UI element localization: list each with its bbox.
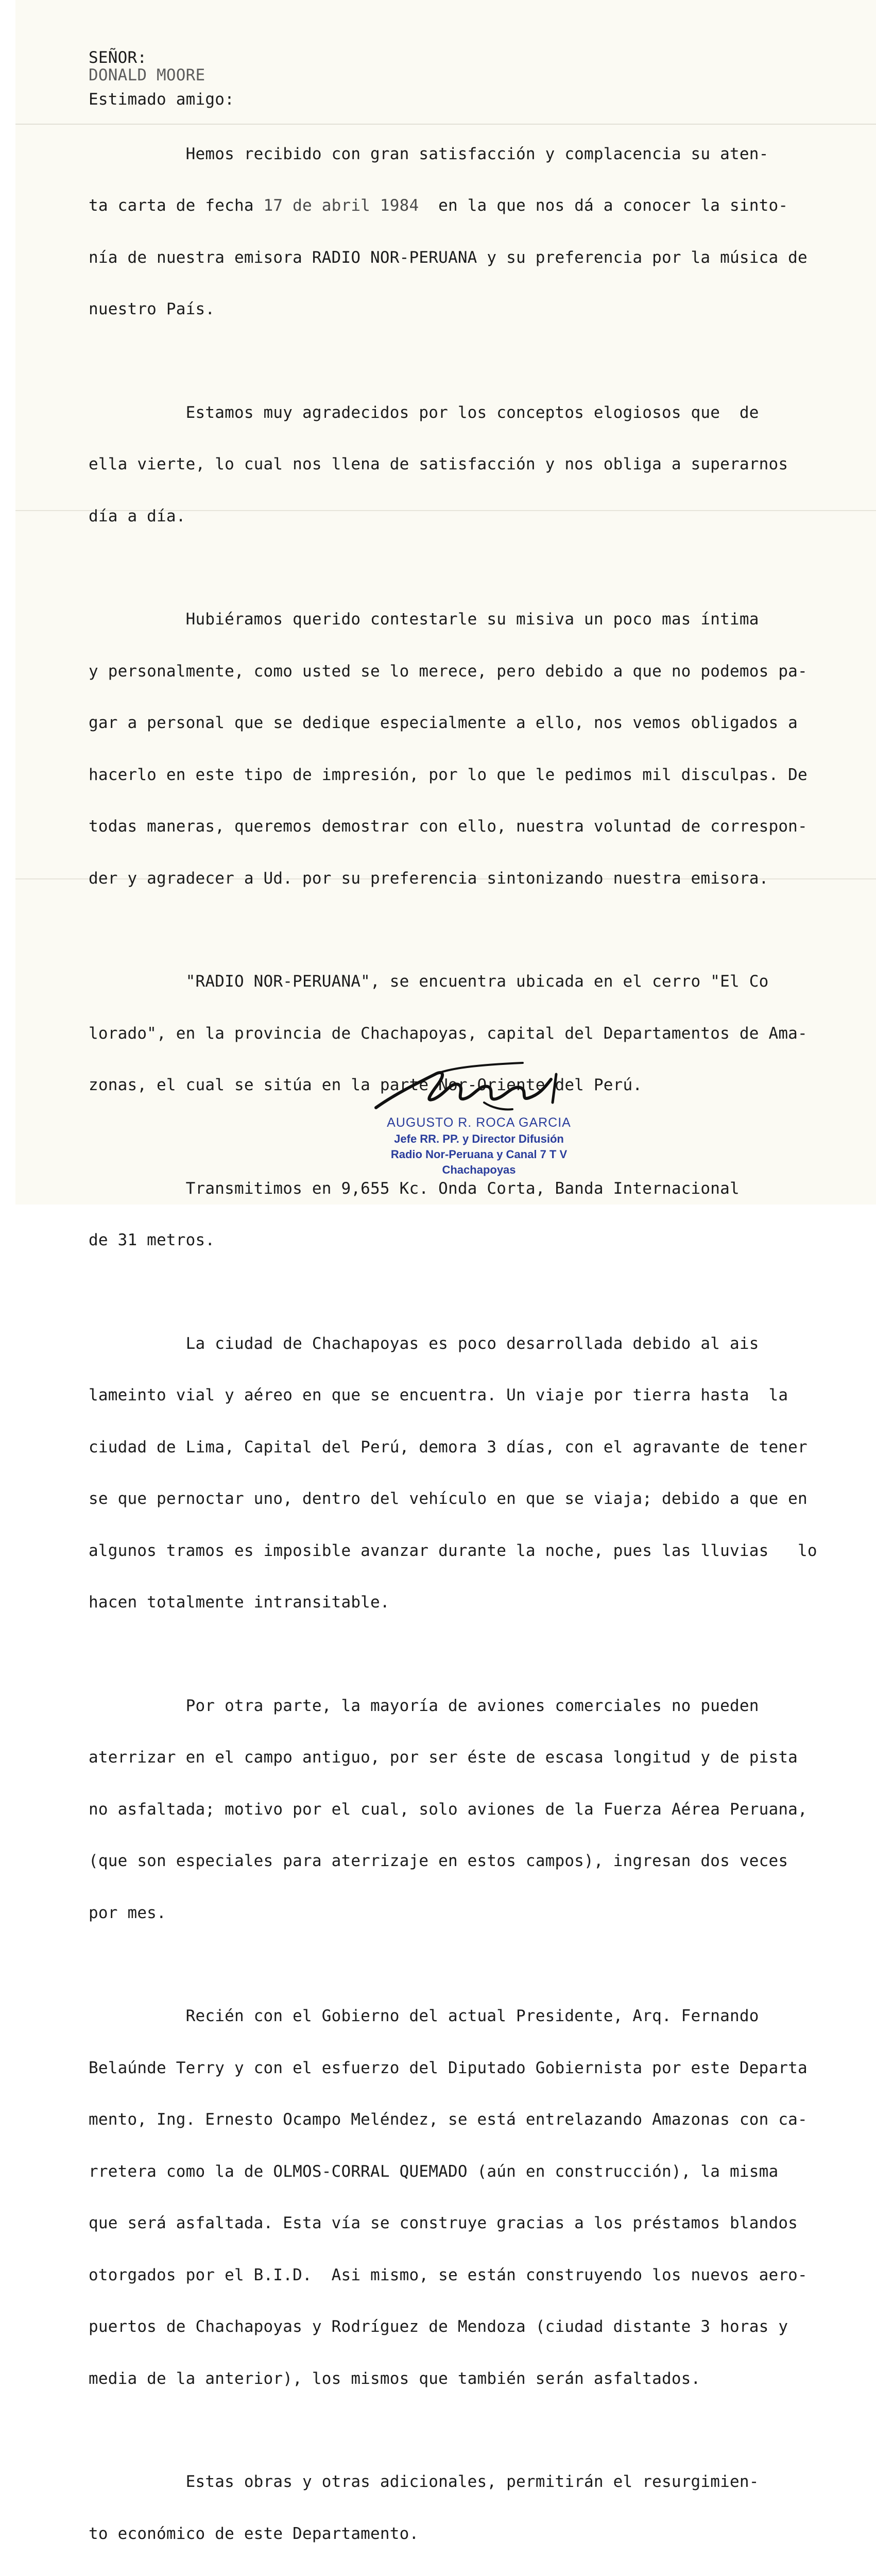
recipient-name: DONALD MOORE	[89, 65, 205, 84]
paragraph-line: y personalmente, como usted se lo merece, pero debido a que no podemos pa-	[89, 662, 808, 681]
paragraph-line: todas maneras, queremos demostrar con ello, nuestra voluntad de correspon-	[89, 817, 808, 836]
handwritten-signature	[373, 1054, 590, 1126]
paragraph-line: gar a personal que se dedique especialmente a ello, nos vemos obligados a	[89, 714, 798, 732]
recipient-block	[89, 49, 851, 109]
paragraph-line: to económico de este Departamento.	[89, 2524, 419, 2543]
paragraph-line: nía de nuestra emisora RADIO NOR-PERUANA y su preferencia por la música de	[89, 248, 808, 267]
paragraph-line: puertos de Chachapoyas y Rodríguez de Mendoza (ciudad distante 3 horas y	[89, 2317, 788, 2336]
paragraph-line: aterrizar en el campo antiguo, por ser éste de escasa longitud y de pista	[89, 1748, 798, 1767]
paragraph-line: Estamos muy agradecidos por los conceptos elogiosos que de	[89, 403, 759, 422]
paragraph-line: Belaúnde Terry y con el esfuerzo del Diputado Gobiernista por este Departa	[89, 2058, 808, 2077]
paragraph-line: Por otra parte, la mayoría de aviones comerciales no pueden	[89, 1696, 759, 1715]
paragraph-line: zonas, el cual se sitúa en la parte Nor-Oriente del Perú.	[89, 1076, 643, 1094]
paragraph-line: hacerlo en este tipo de impresión, por lo que le pedimos mil disculpas. De	[89, 765, 808, 784]
paragraph-9	[89, 2439, 851, 2576]
greeting: Estimado amigo:	[89, 90, 234, 109]
letter-body	[89, 49, 851, 2576]
paragraph-line: se que pernoctar uno, dentro del vehículo en que se viaja; debido a que en	[89, 1489, 808, 1508]
paragraph-line: ella vierte, lo cual nos llena de satisfacción y nos obliga a superarnos	[89, 455, 788, 473]
paragraph-line: der y agradecer a Ud. por su preferencia sintonizando nuestra emisora.	[89, 869, 769, 888]
paragraph-line: otorgados por el B.I.D. Asi mismo, se están construyendo los nuevos aero-	[89, 2265, 808, 2284]
paragraph-2	[89, 370, 851, 560]
paragraph-line: día a día.	[89, 506, 186, 526]
stamp-title: Jefe RR. PP. y Director Difusión	[394, 1132, 564, 1145]
paragraph-line: hacen totalmente intransitable.	[89, 1593, 390, 1612]
stamp-station: Radio Nor-Peruana y Canal 7 T V	[390, 1148, 568, 1161]
paragraph-line: "RADIO NOR-PERUANA", se encuentra ubicada en el cerro "El Co	[89, 972, 769, 991]
paragraph-line: ta carta de fecha 17 de abril 1984 en la que nos dá a conocer la sinto-	[89, 196, 788, 215]
paragraph-line: de 31 metros.	[89, 1231, 215, 1249]
paragraph-line: ciudad de Lima, Capital del Perú, demora 3 días, con el agravante de tener	[89, 1437, 808, 1456]
paragraph-line: Recién con el Gobierno del actual Presidente, Arq. Fernando	[89, 2007, 759, 2025]
paragraph-line: no asfaltada; motivo por el cual, solo aviones de la Fuerza Aérea Peruana,	[89, 1800, 808, 1819]
paragraph-7	[89, 1663, 851, 1957]
paragraph-line: rretera como la de OLMOS-CORRAL QUEMADO (aún en construcción), la misma	[89, 2162, 779, 2181]
paragraph-line: lameinto vial y aéreo en que se encuentra. Un viaje por tierra hasta la	[89, 1386, 788, 1404]
official-stamp	[360, 1115, 597, 1177]
paragraph-line: que será asfaltada. Esta vía se construye gracias a los préstamos blandos	[89, 2214, 798, 2232]
paragraph-line: lorado", en la provincia de Chachapoyas, capital del Departamentos de Ama-	[89, 1024, 808, 1043]
paragraph-1	[89, 111, 851, 353]
paragraph-line: mento, Ing. Ernesto Ocampo Meléndez, se está entrelazando Amazonas con ca-	[89, 2110, 808, 2129]
paragraph-line: algunos tramos es imposible avanzar durante la noche, pues las lluvias lo	[89, 1541, 817, 1560]
letter-date: 17 de abril 1984	[263, 196, 419, 215]
stamp-name: AUGUSTO R. ROCA GARCIA	[387, 1115, 571, 1130]
paragraph-line: La ciudad de Chachapoyas es poco desarrollada debido al ais	[89, 1334, 759, 1353]
paragraph-line: media de la anterior), los mismos que también serán asfaltados.	[89, 2369, 701, 2388]
recipient-label: SEÑOR:	[89, 48, 147, 67]
paragraph-line: Hemos recibido con gran satisfacción y complacencia su aten-	[89, 144, 769, 163]
paragraph-8	[89, 1973, 851, 2422]
paragraph-line: nuestro País.	[89, 300, 215, 318]
paragraph-line: Hubiéramos querido contestarle su misiva un poco mas íntima	[89, 610, 759, 629]
stamp-city: Chachapoyas	[442, 1163, 516, 1176]
paragraph-line: (que son especiales para aterrizaje en estos campos), ingresan dos veces	[89, 1852, 788, 1870]
paragraph-6	[89, 1301, 851, 1646]
paragraph-line: Estas obras y otras adicionales, permitirán el resurgimien-	[89, 2472, 759, 2491]
paragraph-line: por mes.	[89, 1903, 166, 1922]
paragraph-3	[89, 577, 851, 922]
paragraph-line: Transmitimos en 9,655 Kc. Onda Corta, Banda Internacional	[89, 1179, 740, 1198]
